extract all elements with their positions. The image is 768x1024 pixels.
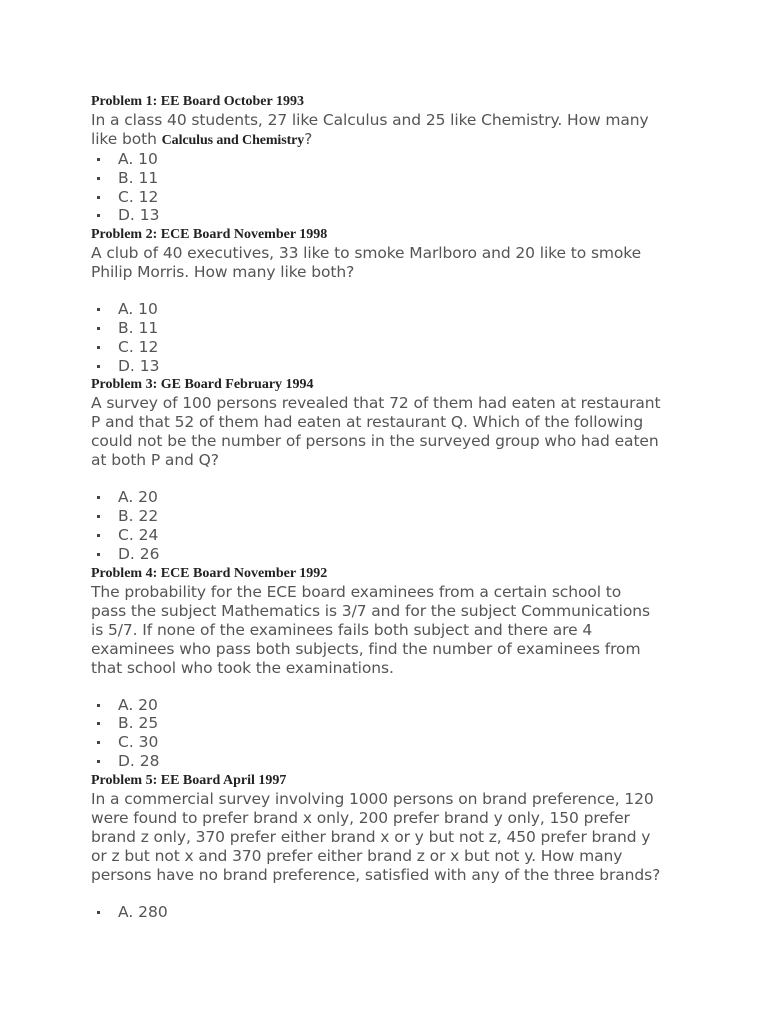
choice-item xyxy=(91,714,661,733)
bullet-icon xyxy=(97,741,100,744)
choice-label: A. 20 xyxy=(118,488,158,507)
problem-3-title: Problem 3: GE Board February 1994 xyxy=(91,377,314,393)
problem-4-choices xyxy=(91,696,661,771)
bullet-icon xyxy=(97,760,100,763)
problem-2 xyxy=(91,225,661,375)
problem-1 xyxy=(91,92,661,225)
problem-1-text xyxy=(91,111,661,150)
choice-label: B. 22 xyxy=(118,507,159,526)
choice-label: C. 12 xyxy=(118,337,159,356)
problem-3 xyxy=(91,375,661,563)
bullet-icon xyxy=(97,704,100,707)
choice-item xyxy=(91,338,661,357)
choice-item xyxy=(91,319,661,338)
choice-item xyxy=(91,696,661,715)
problem-5-choices xyxy=(91,903,661,922)
document-page xyxy=(91,92,661,922)
problem-4-title: Problem 4: ECE Board November 1992 xyxy=(91,565,328,581)
spacer xyxy=(91,885,661,903)
choice-item xyxy=(91,150,661,169)
bullet-icon xyxy=(97,327,100,330)
choice-item xyxy=(91,169,661,188)
spacer xyxy=(91,470,661,488)
choice-item xyxy=(91,357,661,376)
choice-label: A. 20 xyxy=(118,695,158,714)
choice-label: B. 11 xyxy=(118,168,159,187)
choice-item xyxy=(91,545,661,564)
problem-2-title: Problem 2: ECE Board November 1998 xyxy=(91,227,328,243)
choice-item xyxy=(91,733,661,752)
bullet-icon xyxy=(97,365,100,368)
choice-item xyxy=(91,526,661,545)
choice-item xyxy=(91,507,661,526)
problem-1-title: Problem 1: EE Board October 1993 xyxy=(91,94,304,109)
problem-1-text-main: In a class 40 students, 27 like Calculus and 25 like Chemistry. How many like both xyxy=(91,111,649,148)
choice-label: B. 11 xyxy=(118,318,159,337)
problem-5-title: Problem 5: EE Board April 1997 xyxy=(91,772,287,788)
problem-2-choices xyxy=(91,300,661,375)
choice-label: C. 30 xyxy=(118,733,159,752)
bullet-icon xyxy=(97,214,100,217)
choice-label: D. 26 xyxy=(118,544,160,563)
bullet-icon xyxy=(97,346,100,349)
choice-item xyxy=(91,300,661,319)
bullet-icon xyxy=(97,496,100,499)
choice-item xyxy=(91,488,661,507)
choice-label: A. 280 xyxy=(118,902,168,921)
bullet-icon xyxy=(97,534,100,537)
choice-label: D. 13 xyxy=(118,356,160,375)
choice-label: A. 10 xyxy=(118,300,158,319)
problem-5 xyxy=(91,771,661,922)
problem-2-text: A club of 40 executives, 33 like to smoke Marlboro and 20 like to smoke Philip Morris. How many like both? xyxy=(91,244,642,282)
choice-label: C. 12 xyxy=(118,187,159,206)
problem-1-choices xyxy=(91,150,661,225)
problem-3-text: A survey of 100 persons revealed that 72 of them had eaten at restaurant P and that 52 of them had eaten at restaurant Q. Which of the following could not be the number of persons in the surveyed group who had eaten at both P and Q? xyxy=(91,394,661,470)
spacer xyxy=(91,678,661,696)
problem-5-text: In a commercial survey involving 1000 persons on brand preference, 120 were found to prefer brand x only, 200 prefer brand y only, 150 prefer brand z only, 370 prefer either brand x or y but not z, 450 prefer brand y or z but not x and 370 prefer either brand z or x but not y. How many persons have no brand preference, satisfied with any of the three brands? xyxy=(91,789,661,884)
choice-label: D. 13 xyxy=(118,206,160,225)
choice-label: C. 24 xyxy=(118,525,159,544)
bullet-icon xyxy=(97,553,100,556)
choice-item xyxy=(91,903,661,922)
choice-label: B. 25 xyxy=(118,714,159,733)
choice-item xyxy=(91,206,661,225)
problem-4-text: The probability for the ECE board examinees from a certain school to pass the subject Mathematics is 3/7 and for the subject Communications is 5/7. If none of the examinees fails both subject and there are 4 examinees who pass both subjects, find the number of examinees from that school who took the examinations. xyxy=(91,582,650,677)
problem-1-text-end: ? xyxy=(304,130,313,148)
choice-item xyxy=(91,752,661,771)
bullet-icon xyxy=(97,515,100,518)
bullet-icon xyxy=(97,196,100,199)
choice-item xyxy=(91,188,661,207)
choice-label: A. 10 xyxy=(118,150,158,168)
bullet-icon xyxy=(97,308,100,311)
bullet-icon xyxy=(97,158,100,161)
problem-1-text-bold: Calculus and Chemistry xyxy=(161,133,305,148)
choice-label: D. 28 xyxy=(118,751,160,770)
bullet-icon xyxy=(97,722,100,725)
problem-3-choices xyxy=(91,488,661,563)
spacer xyxy=(91,282,661,300)
bullet-icon xyxy=(97,911,100,914)
problem-4 xyxy=(91,564,661,771)
bullet-icon xyxy=(97,177,100,180)
